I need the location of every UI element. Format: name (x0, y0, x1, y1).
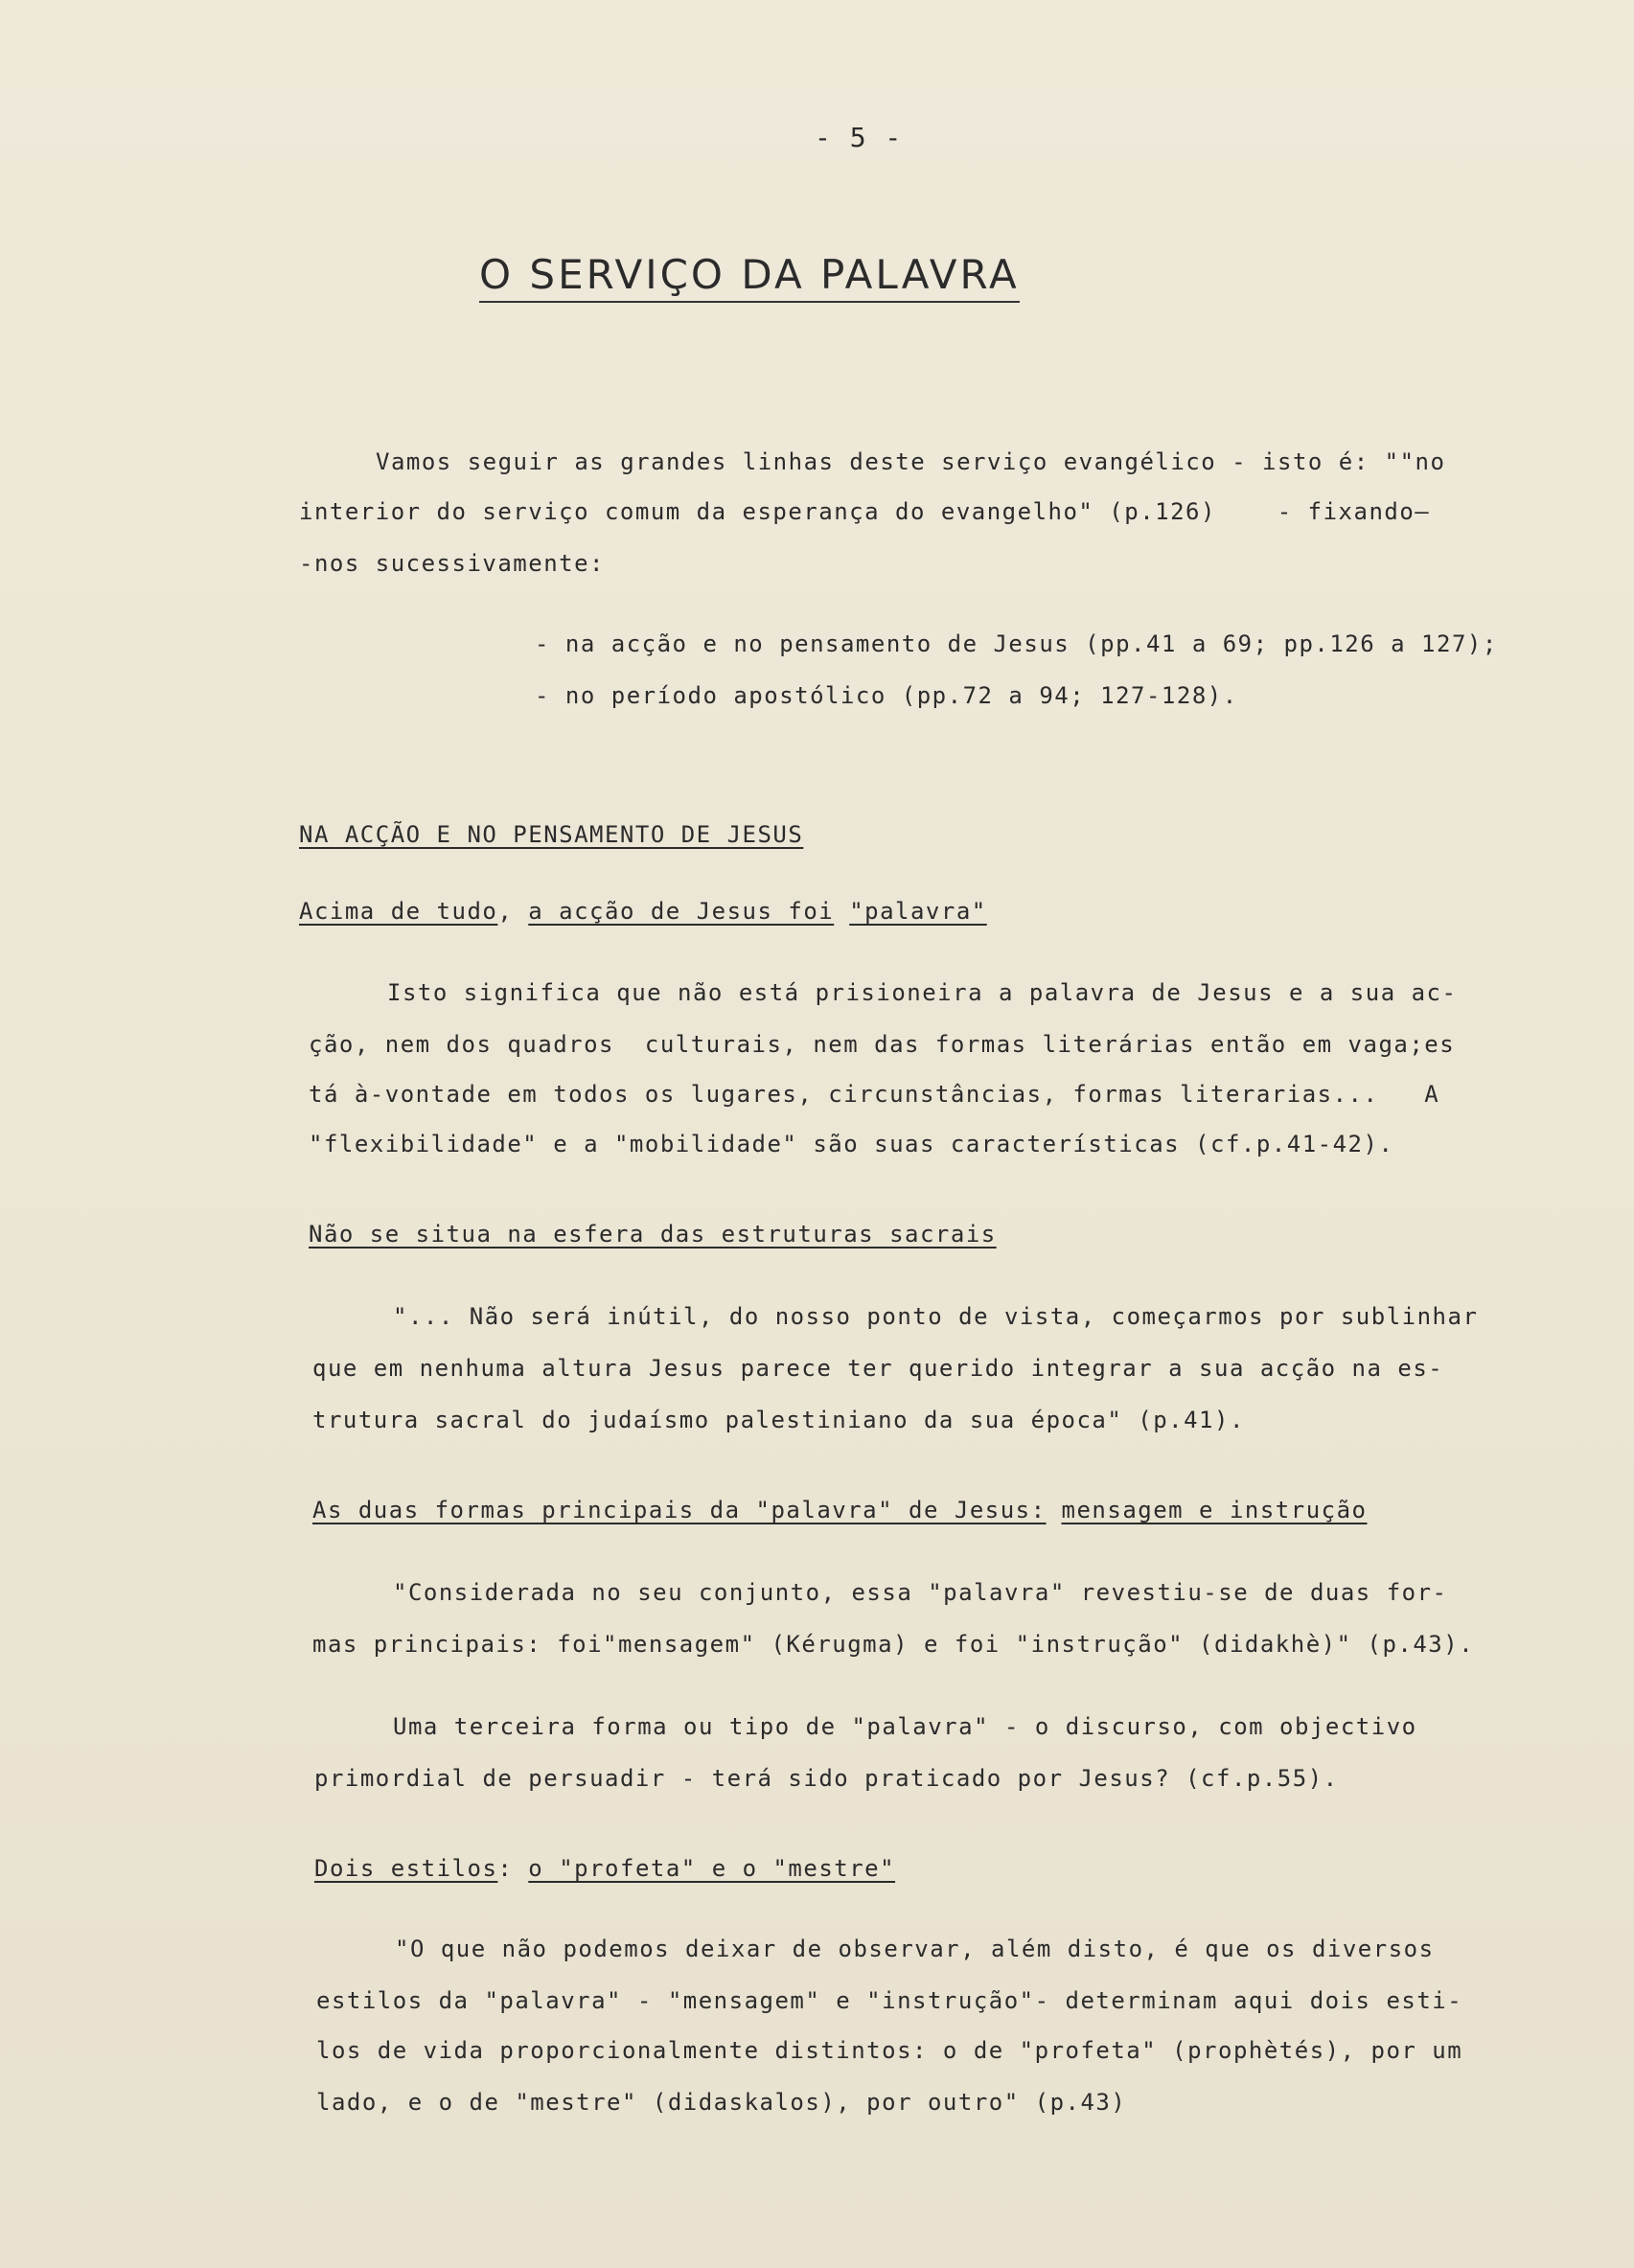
subheading-styles (314, 1853, 895, 1884)
paragraph-1-line-2: ção, nem dos quadros culturais, nem das formas literárias então em vaga;es (309, 1031, 1456, 1058)
subheading-part-3: "palavra" (849, 898, 987, 925)
paragraph-1-line-1: Isto significa que não está prisioneira a palavra de Jesus e a sua ac- (387, 979, 1458, 1006)
intro-line-2: interior do serviço comum da esperança do evangelho" (p.126) - fixando— (299, 498, 1431, 525)
subheading-styles-part-1: Dois estilos (314, 1855, 498, 1882)
subheading-forms-part-1: As duas formas principais da "palavra" de Jesus: (312, 1497, 1047, 1523)
paragraph-2-line-3: trutura sacral do judaísmo palestiniano da sua época" (p.41). (312, 1407, 1245, 1433)
subheading-forms (312, 1495, 1368, 1525)
paragraph-1-line-3: tá à-vontade em todos os lugares, circunstâncias, formas literarias... A (309, 1081, 1440, 1108)
paragraph-4-line-2: primordial de persuadir - terá sido praticado por Jesus? (cf.p.55). (314, 1765, 1339, 1792)
subheading-styles-part-2: o "profeta" e o "mestre" (528, 1855, 896, 1882)
subheading-separator: , (497, 898, 529, 925)
subheading-styles-colon: : (497, 1855, 529, 1882)
subheading-sacral: Não se situa na esfera das estruturas sacrais (309, 1221, 997, 1248)
paragraph-4-line-1: Uma terceira forma ou tipo de "palavra" - o discurso, com objectivo (393, 1713, 1417, 1740)
bullet-jesus: - na acção e no pensamento de Jesus (pp.41 a 69; pp.126 a 127); (535, 630, 1498, 657)
subheading-palavra (299, 896, 987, 927)
paragraph-5-line-2: estilos da "palavra" - "mensagem" e "instrução"- determinam aqui dois esti- (316, 1987, 1463, 2014)
paragraph-3-line-2: mas principais: foi"mensagem" (Kérugma) e foi "instrução" (didakhè)" (p.43). (312, 1631, 1475, 1658)
paragraph-1-line-4: "flexibilidade" e a "mobilidade" são suas características (cf.p.41-42). (309, 1131, 1394, 1157)
paragraph-5-line-4: lado, e o de "mestre" (didaskalos), por outro" (p.43) (316, 2089, 1127, 2116)
intro-line-1: Vamos seguir as grandes linhas deste serviço evangélico - isto é: ""no (376, 448, 1446, 475)
subheading-part-1: Acima de tudo (299, 898, 498, 925)
paragraph-2-line-1: "... Não será inútil, do nosso ponto de vista, começarmos por sublinhar (393, 1303, 1479, 1330)
intro-line-3: -nos sucessivamente: (299, 550, 605, 577)
page-number: - 5 - (815, 122, 903, 153)
subheading-forms-part-2: mensagem e instrução (1061, 1497, 1368, 1523)
paragraph-5-line-1: "O que não podemos deixar de observar, além disto, é que os diversos (395, 1936, 1435, 1962)
bullet-apostolic: - no período apostólico (pp.72 a 94; 127-128). (535, 682, 1238, 709)
section-heading: NA ACÇÃO E NO PENSAMENTO DE JESUS (299, 821, 804, 848)
paragraph-3-line-1: "Considerada no seu conjunto, essa "palavra" revestiu-se de duas for- (393, 1579, 1448, 1606)
paragraph-2-line-2: que em nenhuma altura Jesus parece ter querido integrar a sua acção na es- (312, 1355, 1444, 1382)
page-title: O SERVIÇO DA PALAVRA (479, 251, 1020, 303)
paragraph-5-line-3: los de vida proporcionalmente distintos: o de "profeta" (prophètés), por um (316, 2037, 1463, 2064)
subheading-part-2: a acção de Jesus foi (528, 898, 835, 925)
